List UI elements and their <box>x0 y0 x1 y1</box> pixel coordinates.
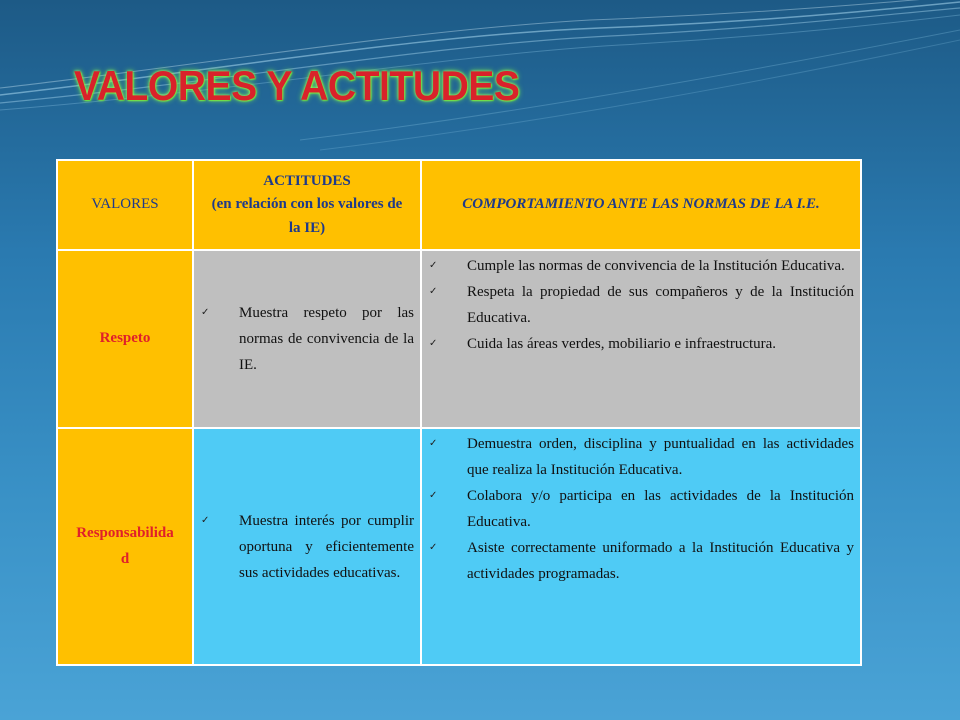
list-item: ✓ Demuestra orden, disciplina y puntualidad en las actividades que realiza la Institución Educativa. <box>422 431 854 483</box>
header-comportamiento <box>421 160 861 250</box>
list-item: ✓ Respeta la propiedad de sus compañeros y de la Institución Educativa. <box>422 279 854 331</box>
actitudes-cell <box>193 250 421 428</box>
valor-cell <box>57 428 193 665</box>
header-valores <box>57 160 193 250</box>
comportamiento-list <box>422 251 860 357</box>
table-row <box>57 250 861 428</box>
list-item: ✓ Colabora y/o participa en las actividades de la Institución Educativa. <box>422 483 854 535</box>
actitudes-cell <box>193 428 421 665</box>
actitudes-list <box>194 300 420 378</box>
actitudes-list <box>194 508 420 586</box>
comportamiento-cell <box>421 250 861 428</box>
values-table <box>56 159 862 666</box>
list-item: ✓ Cumple las normas de convivencia de la Institución Educativa. <box>422 253 854 279</box>
list-item: ✓ Asiste correctamente uniformado a la Institución Educativa y actividades programadas. <box>422 535 854 587</box>
table-header-row <box>57 160 861 250</box>
header-actitudes-subtitle: (en relación con los valores de la IE) <box>211 196 403 236</box>
table-row <box>57 428 861 665</box>
slide-title: VALORES Y ACTITUDES <box>74 62 520 109</box>
list-item: ✓ Muestra interés por cumplir oportuna y eficientemente sus actividades educativas. <box>194 508 414 586</box>
valor-cell: Respeto <box>57 250 193 428</box>
valor-label: Responsabilidad <box>76 525 174 567</box>
comportamiento-cell <box>421 428 861 665</box>
header-valores-label: VALORES <box>91 196 159 213</box>
list-item: ✓ Cuida las áreas verdes, mobiliario e infraestructura. <box>422 331 854 357</box>
list-item: ✓ Muestra respeto por las normas de convivencia de la IE. <box>194 300 414 378</box>
comportamiento-list <box>422 429 860 587</box>
header-comportamiento-label: COMPORTAMIENTO ANTE LAS NORMAS DE LA I.E. <box>462 196 820 213</box>
header-actitudes <box>193 160 421 250</box>
header-actitudes-title: ACTITUDES <box>263 173 351 190</box>
